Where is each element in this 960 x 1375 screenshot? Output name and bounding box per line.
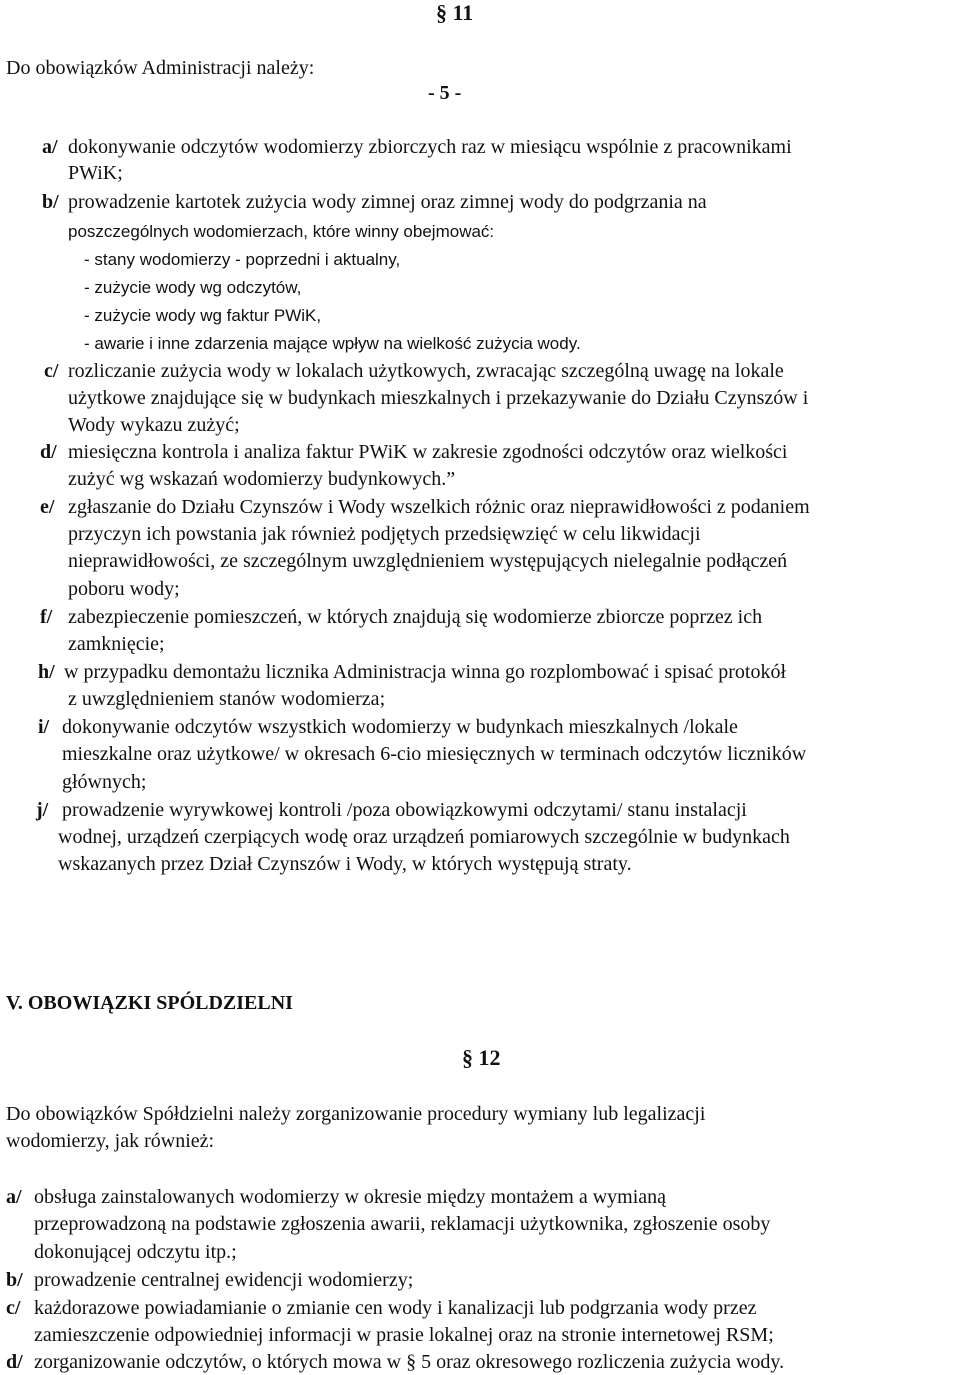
item-e-text-line2: przyczyn ich powstania jak również podjętych przedsięwzięć w celu likwidacji: [68, 523, 701, 545]
item-h-text-line2: z uwzględnieniem stanów wodomierza;: [68, 688, 386, 710]
item-f-label: f/: [40, 606, 53, 628]
item-e-text-line4: poboru wody;: [68, 578, 180, 600]
item-d-text-line2: zużyć wg wskazań wodomierzy budynkowych.”: [68, 468, 456, 490]
item-j-text-line2: wodnej, urządzeń czerpiących wodę oraz urządzeń pomiarowych szczególnie w budynkach: [58, 826, 790, 848]
administration-duties-intro: Do obowiązków Administracji należy:: [6, 57, 315, 79]
item-b-sub3: - zużycie wody wg faktur PWiK,: [84, 306, 322, 325]
item-a-label: a/: [42, 136, 58, 158]
item-a-text-line2: PWiK;: [68, 162, 123, 184]
item-f-text-line1: zabezpieczenie pomieszczeń, w których znajdują się wodomierze zbiorcze poprzez ich: [68, 606, 763, 628]
item-j-label: j/: [36, 799, 49, 821]
sec12-item-b-label: b/: [6, 1269, 23, 1291]
item-b-text-line1: prowadzenie kartotek zużycia wody zimnej oraz zimnej wody do podgrzania na: [68, 191, 707, 213]
paragraph-11-heading: § 11: [436, 0, 474, 25]
item-a-text-line1: dokonywanie odczytów wodomierzy zbiorczych raz w miesiącu wspólnie z pracownikami: [68, 136, 792, 158]
item-h-label: h/: [38, 661, 55, 683]
cooperative-duties-intro-line2: wodomierzy, jak również:: [6, 1130, 215, 1152]
item-j-text-line1: prowadzenie wyrywkowej kontroli /poza obowiązkowymi odczytami/ stanu instalacji: [62, 799, 747, 821]
item-h-text-line1: w przypadku demontażu licznika Administracja winna go rozplombować i spisać protokół: [64, 661, 787, 683]
sec12-item-d-text-line1: zorganizowanie odczytów, o których mowa w § 5 oraz okresowego rozliczenia zużycia wody.: [34, 1351, 785, 1373]
item-b-label: b/: [42, 191, 59, 213]
item-c-text-line2: użytkowe znajdujące się w budynkach mieszkalnych i przekazywanie do Działu Czynszów i: [68, 387, 809, 409]
sec12-item-c-text-line1: każdorazowe powiadamianie o zmianie cen wody i kanalizacji lub podgrzania wody przez: [34, 1297, 757, 1319]
sec12-item-a-text-line2: przeprowadzoną na podstawie zgłoszenia awarii, reklamacji użytkownika, zgłoszenie osoby: [34, 1213, 771, 1235]
sec12-item-c-label: c/: [6, 1297, 21, 1319]
item-d-label: d/: [40, 441, 57, 463]
item-c-text-line3: Wody wykazu zużyć;: [68, 414, 240, 436]
sec12-item-c-text-line2: zamieszczenie odpowiedniej informacji w prasie lokalnej oraz na stronie internetowej RSM;: [34, 1324, 774, 1346]
section-v-title: V. OBOWIĄZKI SPÓLDZIELNI: [6, 992, 293, 1014]
item-d-text-line1: miesięczna kontrola i analiza faktur PWiK w zakresie zgodności odczytów oraz wielkości: [68, 441, 788, 463]
sec12-item-a-text-line1: obsługa zainstalowanych wodomierzy w okresie między montażem a wymianą: [34, 1186, 667, 1208]
sec12-item-a-label: a/: [6, 1186, 22, 1208]
item-e-text-line3: nieprawidłowości, ze szczególnym uwzględnieniem występujących nielegalnie podłączeń: [68, 550, 788, 572]
sec12-item-d-label: d/: [6, 1351, 23, 1373]
item-c-label: c/: [44, 360, 59, 382]
item-b-sub1: - stany wodomierzy - poprzedni i aktualny,: [84, 250, 401, 269]
item-e-text-line1: zgłaszanie do Działu Czynszów i Wody wszelkich różnic oraz nieprawidłowości z podaniem: [68, 496, 810, 518]
item-i-text-line2: mieszkalne oraz użytkowe/ w okresach 6-cio miesięcznych w terminach odczytów liczników: [62, 743, 807, 765]
item-i-label: i/: [38, 716, 50, 738]
item-i-text-line3: głównych;: [62, 771, 147, 793]
paragraph-12-heading: § 12: [462, 1045, 501, 1070]
item-b-sub4: - awarie i inne zdarzenia mające wpływ na wielkość zużycia wody.: [84, 334, 581, 353]
item-f-text-line2: zamknięcie;: [68, 633, 165, 655]
page-number: - 5 -: [428, 82, 462, 104]
item-i-text-line1: dokonywanie odczytów wszystkich wodomierzy w budynkach mieszkalnych /lokale: [62, 716, 738, 738]
item-c-text-line1: rozliczanie zużycia wody w lokalach użytkowych, zwracając szczególną uwagę na lokale: [68, 360, 784, 382]
item-e-label: e/: [40, 496, 55, 518]
item-b-sub2: - zużycie wody wg odczytów,: [84, 278, 302, 297]
sec12-item-b-text-line1: prowadzenie centralnej ewidencji wodomierzy;: [34, 1269, 414, 1291]
sec12-item-a-text-line3: dokonującej odczytu itp.;: [34, 1241, 237, 1263]
cooperative-duties-intro-line1: Do obowiązków Spółdzielni należy zorganizowanie procedury wymiany lub legalizacji: [6, 1103, 706, 1125]
item-j-text-line3: wskazanych przez Dział Czynszów i Wody, w których występują straty.: [58, 853, 632, 875]
item-b-text-line2: poszczególnych wodomierzach, które winny obejmować:: [68, 222, 495, 241]
